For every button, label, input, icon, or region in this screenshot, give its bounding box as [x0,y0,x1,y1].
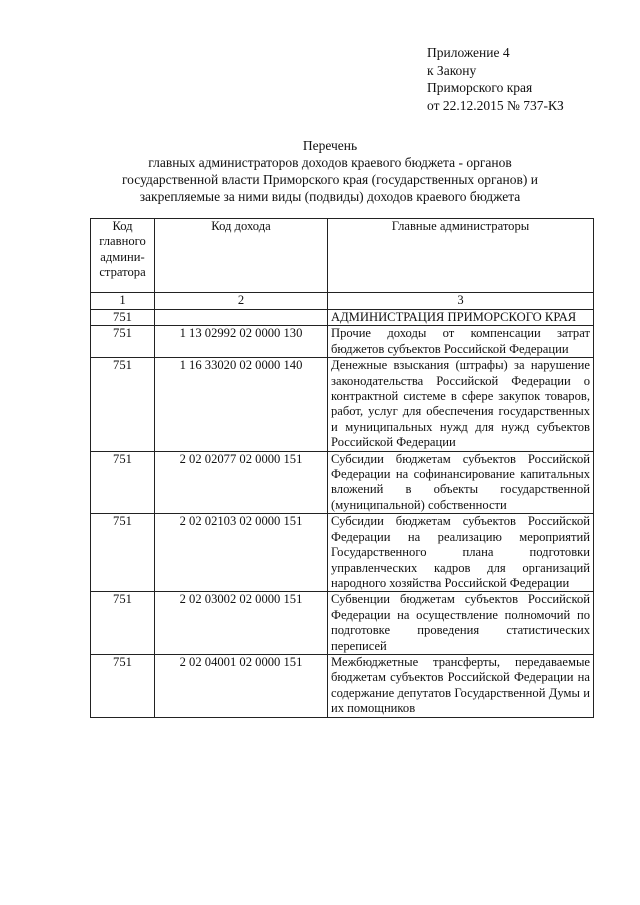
title-line-1: Перечень [302,138,358,153]
income-code-cell: 2 02 02103 02 0000 151 [155,514,328,592]
admin-code-cell: 751 [91,326,155,358]
income-code-cell: 1 13 02992 02 0000 130 [155,326,328,358]
column-number: 1 [91,293,155,310]
income-code-cell: 1 16 33020 02 0000 140 [155,358,328,451]
table-row [91,326,594,358]
table-row [91,654,594,717]
table-header-row [91,219,594,293]
appendix-line-4: от 22.12.2015 № 737-КЗ [427,97,564,113]
admin-code-cell: 751 [91,514,155,592]
title-line-3: государственной власти Приморского края (государственных органов) и [121,172,538,187]
table-row [91,514,594,592]
table-row [91,592,594,655]
income-code-cell [155,310,328,326]
income-code-cell: 2 02 02077 02 0000 151 [155,451,328,514]
appendix-line-3: Приморского края [427,80,533,95]
appendix-line-1: Приложение 4 [427,45,510,60]
column-number-row [91,293,594,310]
administrator-name-cell: Денежные взыскания (штрафы) за нарушение законодательства Российской Федерации о контрактной системе в сфере закупок товаров, работ, услуг для обеспечения государственных и муниципальных нужд для нужд субъектов Российской Федерации [328,358,594,451]
title-line-4: закрепляемые за ними виды (подвиды) доходов краевого бюджета [139,189,521,204]
header-admin-code: Код главного админи- стратора [91,219,155,293]
table-row [91,310,594,326]
admin-code-cell: 751 [91,654,155,717]
administrator-name-cell: Прочие доходы от компенсации затрат бюджетов субъектов Российской Федерации [328,326,594,358]
column-number: 3 [328,293,594,310]
table-row [91,358,594,451]
column-number: 2 [155,293,328,310]
title-line-2: главных администраторов доходов краевого бюджета - органов [148,155,512,170]
header-administrators: Главные администраторы [328,219,594,293]
admin-code-cell: 751 [91,310,155,326]
header-income-code: Код дохода [155,219,328,293]
administrators-table [90,218,594,718]
document-title [80,137,580,205]
admin-code-cell: 751 [91,358,155,451]
administrator-name-cell: АДМИНИСТРАЦИЯ ПРИМОРСКОГО КРАЯ [328,310,594,326]
income-code-cell: 2 02 04001 02 0000 151 [155,654,328,717]
admin-code-cell: 751 [91,451,155,514]
administrator-name-cell: Субсидии бюджетам субъектов Российской Федерации на софинансирование капитальных вложений в объекты государственной (муниципальной) собственности [328,451,594,514]
admin-code-cell: 751 [91,592,155,655]
appendix-header [427,44,564,114]
administrator-name-cell: Субсидии бюджетам субъектов Российской Федерации на реализацию мероприятий Государственного плана подготовки управленческих кадров для организаций народного хозяйства Российской Федерации [328,514,594,592]
appendix-line-2: к Закону [427,62,477,78]
administrator-name-cell: Субвенции бюджетам субъектов Российской Федерации на осуществление полномочий по подготовке проведения статистических переписей [328,592,594,655]
income-code-cell: 2 02 03002 02 0000 151 [155,592,328,655]
administrator-name-cell: Межбюджетные трансферты, передаваемые бюджетам субъектов Российской Федерации на содержание депутатов Государственной Думы и их помощников [328,654,594,717]
table-row [91,451,594,514]
